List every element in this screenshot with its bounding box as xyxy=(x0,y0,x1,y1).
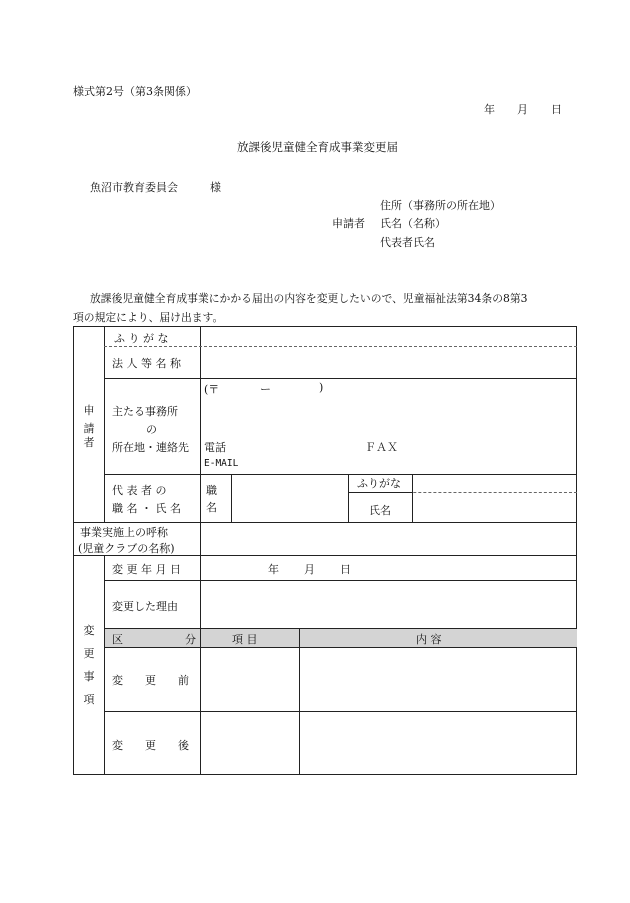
representative-label-line-2: 職 名 ・ 氏 名 xyxy=(112,502,181,515)
before-content-field[interactable] xyxy=(300,648,577,711)
change-date-month: 月 xyxy=(304,563,315,576)
applicant-name-label: 氏名（名称） xyxy=(380,217,446,230)
corporation-name-label: 法 人 等 名 称 xyxy=(112,357,181,370)
before-label: 変 更 前 xyxy=(112,674,189,687)
change-section-char: 変 xyxy=(83,624,95,637)
date-year-label: 年 xyxy=(484,103,495,116)
postal-code-open: (〒 xyxy=(204,383,220,396)
address-label: 住所（事務所の所在地） xyxy=(380,199,501,212)
applicant-section-char: 請 xyxy=(83,422,95,435)
club-name-label-line-1: 事業実施上の呼称 xyxy=(80,526,168,539)
change-date-year: 年 xyxy=(268,563,279,576)
applicant-label: 申請者 xyxy=(332,217,365,230)
body-text-line-1: 放課後児童健全育成事業にかかる届出の内容を変更したいので、児童福祉法第34条の8第3 xyxy=(90,292,528,305)
column-header-category-b: 分 xyxy=(185,633,196,646)
post-label-line-2: 名 xyxy=(206,501,217,514)
corporation-name-field[interactable] xyxy=(201,347,577,378)
applicant-section-char: 申 xyxy=(83,404,95,417)
change-reason-field[interactable] xyxy=(201,581,577,628)
divider-line xyxy=(104,327,105,522)
after-item-field[interactable] xyxy=(201,712,299,774)
divider-line xyxy=(348,474,349,522)
fax-label: ＦＡＸ xyxy=(365,441,398,454)
representative-label-line-1: 代 表 者 の xyxy=(112,484,167,497)
column-header-item: 項 目 xyxy=(232,633,258,646)
change-date-day: 日 xyxy=(340,563,351,576)
tel-label: 電話 xyxy=(204,441,226,454)
date-month-label: 月 xyxy=(517,103,528,116)
body-text-line-2: 項の規定により、届け出ます。 xyxy=(73,311,224,324)
change-reason-label: 変更した理由 xyxy=(112,600,178,613)
rep-name-label: 氏名 xyxy=(369,504,391,517)
rep-name-field[interactable] xyxy=(413,493,577,522)
column-header-content: 内 容 xyxy=(416,633,442,646)
post-label-line-1: 職 xyxy=(206,484,217,497)
change-section-char: 更 xyxy=(83,647,95,660)
document-title: 放課後児童健全育成事業変更届 xyxy=(237,140,398,154)
postal-code-close: ) xyxy=(319,381,324,394)
divider-line xyxy=(348,492,412,493)
club-name-label-line-2: (児童クラブの名称) xyxy=(78,542,175,555)
form-number: 様式第2号（第3条関係） xyxy=(73,85,197,98)
change-section-label xyxy=(81,619,97,711)
applicant-section-label xyxy=(81,400,97,450)
change-section-char: 項 xyxy=(83,693,95,706)
email-label: E-MAIL xyxy=(204,458,239,469)
representative-label: 代表者氏名 xyxy=(380,236,435,249)
rep-furigana-label: ふりがな xyxy=(357,477,401,490)
addressee-honorific: 様 xyxy=(210,181,221,194)
before-item-field[interactable] xyxy=(201,648,299,711)
office-label-line-3: 所在地・連絡先 xyxy=(112,441,189,454)
after-content-field[interactable] xyxy=(300,712,577,774)
change-section-char: 事 xyxy=(83,670,95,683)
addressee-name: 魚沼市教育委員会 xyxy=(90,181,178,194)
furigana-label: ふ り が な xyxy=(114,332,169,345)
divider-line xyxy=(104,378,577,379)
date-day-label: 日 xyxy=(551,103,562,116)
club-name-field[interactable] xyxy=(201,523,577,555)
furigana-field[interactable] xyxy=(201,327,577,346)
column-header-category-a: 区 xyxy=(112,633,123,646)
rep-furigana-field[interactable] xyxy=(413,475,577,492)
post-field[interactable] xyxy=(232,475,348,522)
office-label-line-2: の xyxy=(146,423,157,436)
after-label: 変 更 後 xyxy=(112,739,189,752)
office-label-line-1: 主たる事務所 xyxy=(112,405,178,418)
office-address-field[interactable] xyxy=(201,397,577,433)
divider-line xyxy=(104,555,105,774)
change-date-field[interactable] xyxy=(201,556,577,580)
change-date-label: 変 更 年 月 日 xyxy=(112,563,181,576)
column-header-shade xyxy=(105,628,577,647)
divider-line xyxy=(104,628,577,629)
change-notification-form xyxy=(73,326,577,775)
postal-code-dash: ー xyxy=(260,383,271,396)
applicant-section-char: 者 xyxy=(83,436,95,449)
